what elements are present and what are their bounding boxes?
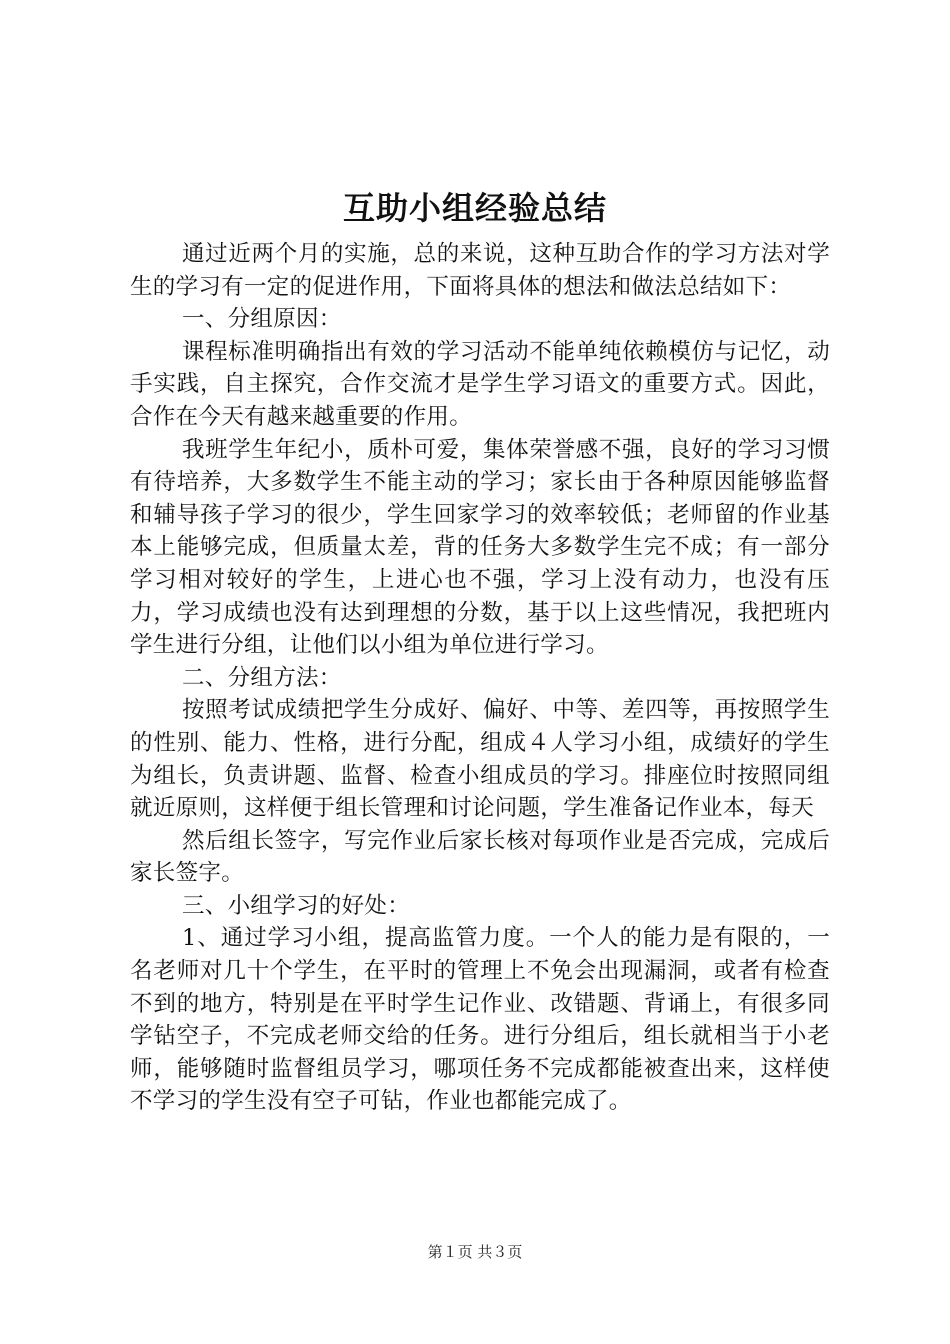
reasons-paragraph-1: 课程标准明确指出有效的学习活动不能单纯依赖模仿与记忆，动手实践，自主探究，合作交流才是学生学习语文的重要方式。因此，合作在今天有越来越重要的作用。 bbox=[130, 338, 830, 430]
methods-paragraph-2: 然后组长签字，写完作业后家长核对每项作业是否完成，完成后家长签字。 bbox=[130, 827, 830, 887]
page-footer: 第１页 共３页 bbox=[427, 1243, 523, 1261]
section-heading-reasons: 一、分组原因： bbox=[182, 306, 342, 333]
intro-paragraph: 通过近两个月的实施，总的来说，这种互助合作的学习方法对学生的学习有一定的促进作用，下面将具体的想法和做法总结如下： bbox=[130, 241, 830, 300]
methods-paragraph-1: 按照考试成绩把学生分成好、偏好、中等、差四等，再按照学生的性别、能力、性格，进行分配，组成４人学习小组，成绩好的学生为组长，负责讲题、监督、检查小组成员的学习。排座位时按照同组就近原则，这样便于组长管理和讨论问题，学生准备记作业本，每天 bbox=[130, 697, 830, 822]
reasons-paragraph-2: 我班学生年纪小，质朴可爱，集体荣誉感不强，良好的学习习惯有待培养，大多数学生不能主动的学习；家长由于各种原因能够监督和辅导孩子学习的很少，学生回家学习的效率较低；老师留的作业基本上能够完成，但质量太差，背的任务大多数学生完不成；有一部分学习相对较好的学生，上进心也不强，学习上没有动力，也没有压力，学习成绩也没有达到理想的分数，基于以上这些情况，我把班内学生进行分组，让他们以小组为单位进行学习。 bbox=[130, 436, 830, 659]
section-heading-benefits: 三、小组学习的好处： bbox=[182, 892, 411, 919]
benefits-paragraph-1: 1、通过学习小组，提高监管力度。一个人的能力是有限的，一名老师对几十个学生，在平时的管理上不免会出现漏洞，或者有检查不到的地方，特别是在平时学生记作业、改错题、背诵上，有很多同学钻空子，不完成老师交给的任务。进行分组后，组长就相当于小老师，能够随时监督组员学习，哪项任务不完成都能被查出来，这样使不学习的学生没有空子可钻，作业也都能完成了。 bbox=[130, 925, 830, 1115]
section-heading-methods: 二、分组方法： bbox=[182, 664, 342, 691]
document-title: 互助小组经验总结 bbox=[342, 189, 607, 227]
document-body bbox=[130, 238, 830, 1118]
